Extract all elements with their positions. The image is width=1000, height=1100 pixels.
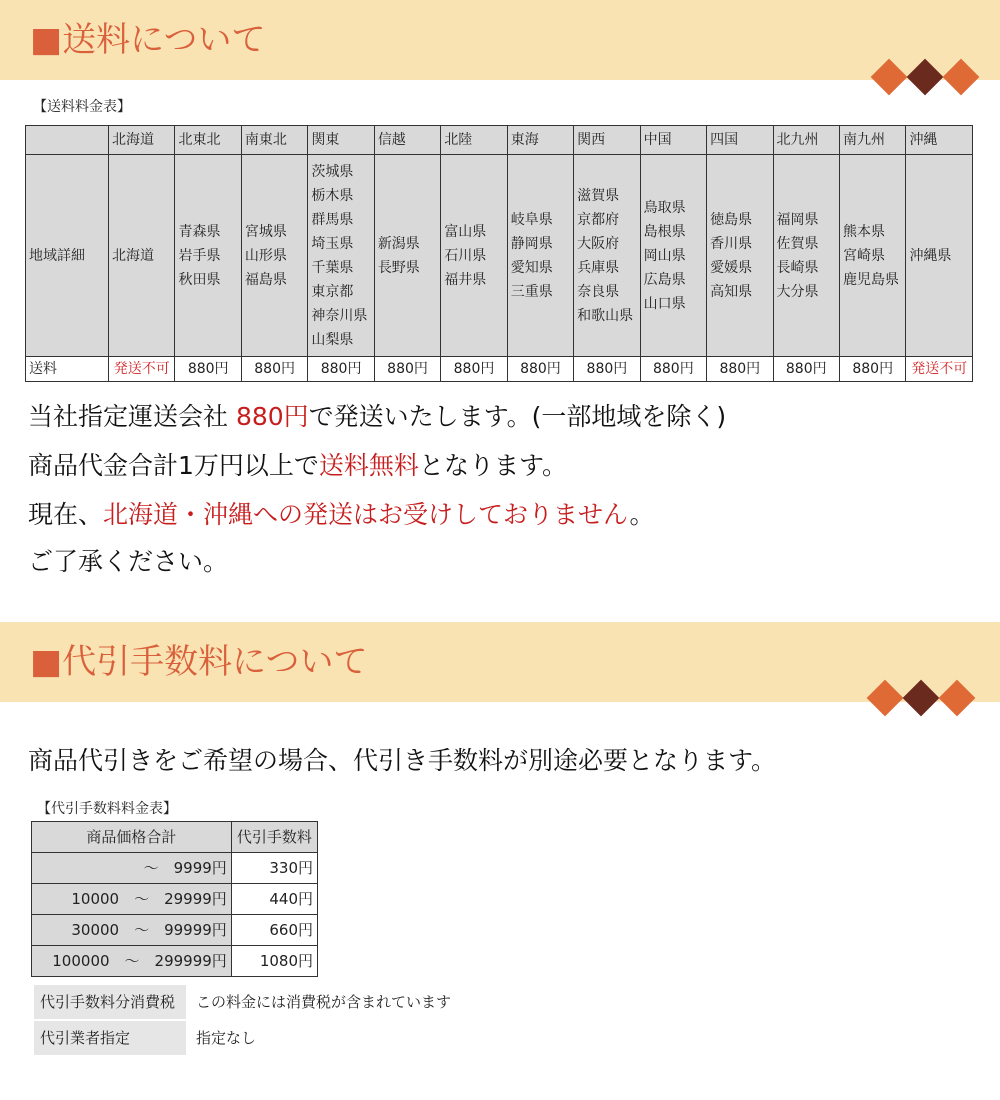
prefecture-name: 熊本県 — [842, 223, 885, 240]
table-row — [32, 915, 317, 945]
prefecture-name: 東京都 — [311, 283, 354, 300]
prefecture-name: 福島県 — [244, 271, 287, 288]
cod-title: ■代引手数料について — [30, 642, 368, 682]
region-header-cell: 北東北 — [175, 126, 240, 154]
prefecture-name: 北海道 — [112, 247, 154, 264]
region-header-cell: 関西 — [574, 126, 639, 154]
region-fee-cell: 発送不可 — [109, 357, 174, 381]
prefecture-name: 京都府 — [577, 211, 620, 228]
region-detail-cell — [707, 155, 772, 356]
prefecture-name: 埼玉県 — [311, 235, 354, 252]
table-row — [32, 884, 317, 914]
prefecture-name: 和歌山県 — [577, 307, 634, 324]
price-range-cell: ～ 9999円 — [32, 853, 231, 883]
region-fee-cell: 880円 — [840, 357, 905, 381]
prefecture-name: 沖縄県 — [909, 247, 952, 264]
region-fee-cell: 880円 — [242, 357, 307, 381]
price-range-cell: 10000 ～ 29999円 — [32, 884, 231, 914]
prefecture-name: 徳島県 — [710, 211, 753, 228]
prefecture-name: 青森県 — [178, 223, 221, 240]
region-header-cell: 中国 — [641, 126, 706, 154]
detail-label-cell: 地域詳細 — [26, 155, 108, 356]
region-fee-cell: 880円 — [707, 357, 772, 381]
shipping-fee-table — [25, 125, 973, 382]
prefecture-name: 長野県 — [377, 259, 420, 276]
region-header-cell: 四国 — [707, 126, 772, 154]
prefecture-name: 群馬県 — [311, 211, 354, 228]
prefecture-name: 大分県 — [776, 283, 819, 300]
region-detail-cell — [441, 155, 506, 356]
prefecture-name: 新潟県 — [377, 235, 420, 252]
shipping-table-caption: 【送料料金表】 — [33, 99, 131, 115]
diamond-orange-icon — [943, 59, 980, 96]
diamond-brown-icon — [903, 680, 940, 717]
prefecture-name: 奈良県 — [577, 283, 620, 300]
region-header-cell: 南東北 — [242, 126, 307, 154]
shipping-line-4: ご了承ください。 — [28, 547, 229, 576]
cod-banner — [0, 622, 1000, 702]
cod-intro: 商品代引きをご希望の場合、代引き手数料が別途必要となります。 — [28, 746, 777, 775]
diamond-orange-icon — [871, 59, 908, 96]
region-detail-cell — [508, 155, 573, 356]
prefecture-name: 鳥取県 — [643, 199, 686, 216]
shipping-title: ■送料について — [30, 20, 266, 60]
region-fee-cell: 880円 — [774, 357, 839, 381]
region-detail-cell — [906, 155, 972, 356]
region-detail-cell — [641, 155, 706, 356]
region-detail-cell — [375, 155, 440, 356]
prefecture-name: 茨城県 — [311, 163, 354, 180]
prefecture-name: 栃木県 — [311, 187, 354, 204]
shipping-line-1: 当社指定運送会社 880円で発送いたします。(一部地域を除く) — [28, 402, 727, 431]
region-detail-cell — [308, 155, 373, 356]
prefecture-name: 福井県 — [444, 271, 487, 288]
table-row — [32, 946, 317, 976]
prefecture-name: 岩手県 — [178, 247, 221, 264]
cod-header-range: 商品価格合計 — [32, 822, 231, 852]
region-fee-cell: 880円 — [308, 357, 373, 381]
prefecture-name: 岡山県 — [643, 247, 686, 264]
region-header-cell: 沖縄 — [906, 126, 972, 154]
diamond-orange-icon — [867, 680, 904, 717]
region-header-cell: 南九州 — [840, 126, 905, 154]
prefecture-name: 宮城県 — [244, 223, 287, 240]
region-header-cell: 北陸 — [441, 126, 506, 154]
price-range-cell: 30000 ～ 99999円 — [32, 915, 231, 945]
region-fee-cell: 880円 — [175, 357, 240, 381]
prefecture-name: 山口県 — [643, 295, 686, 312]
prefecture-name: 島根県 — [643, 223, 686, 240]
prefecture-name: 高知県 — [710, 283, 753, 300]
prefecture-name: 兵庫県 — [577, 259, 620, 276]
prefecture-name: 広島県 — [643, 271, 686, 288]
prefecture-name: 宮崎県 — [842, 247, 885, 264]
region-fee-cell: 880円 — [441, 357, 506, 381]
region-fee-cell: 880円 — [508, 357, 573, 381]
prefecture-name: 長崎県 — [776, 259, 819, 276]
prefecture-name: 佐賀県 — [776, 235, 819, 252]
title-square-icon: ■ — [30, 642, 63, 682]
prefecture-name: 富山県 — [444, 223, 487, 240]
region-detail-cell — [574, 155, 639, 356]
diamond-orange-icon — [939, 680, 976, 717]
region-header-cell: 北九州 — [774, 126, 839, 154]
tax-value: この料金には消費税が含まれています — [196, 993, 452, 1011]
header-blank-cell — [26, 126, 108, 154]
cod-header-fee: 代引手数料 — [232, 822, 317, 852]
prefecture-name: 秋田県 — [178, 271, 221, 288]
cod-fee-table — [31, 821, 318, 977]
diamond-brown-icon — [907, 59, 944, 96]
no-shipping-highlight: 北海道・沖縄への発送はお受けしておりません — [103, 500, 630, 529]
region-fee-cell: 880円 — [375, 357, 440, 381]
diamond-ornament — [866, 685, 976, 725]
cod-fee-cell: 330円 — [232, 853, 317, 883]
prefecture-name: 滋賀県 — [577, 187, 620, 204]
region-detail-cell — [840, 155, 905, 356]
fee-label-cell: 送料 — [26, 357, 108, 381]
region-header-cell: 東海 — [508, 126, 573, 154]
region-detail-cell — [109, 155, 174, 356]
prefecture-name: 福岡県 — [776, 211, 819, 228]
free-shipping-highlight: 送料無料 — [318, 451, 419, 480]
prefecture-name: 千葉県 — [311, 259, 354, 276]
prefecture-name: 岐阜県 — [510, 211, 553, 228]
cod-fee-cell: 1080円 — [232, 946, 317, 976]
region-detail-cell — [774, 155, 839, 356]
prefecture-name: 神奈川県 — [311, 307, 368, 324]
shipping-banner — [0, 0, 1000, 80]
prefecture-name: 愛知県 — [510, 259, 553, 276]
title-square-icon: ■ — [30, 20, 63, 60]
cod-table-caption: 【代引手数料料金表】 — [37, 801, 177, 817]
region-fee-cell: 880円 — [574, 357, 639, 381]
prefecture-name: 山形県 — [244, 247, 287, 264]
region-header-cell: 関東 — [308, 126, 373, 154]
region-detail-cell — [242, 155, 307, 356]
cod-fee-cell: 440円 — [232, 884, 317, 914]
shipping-line-3: 現在、北海道・沖縄への発送はお受けしておりません。 — [28, 500, 655, 529]
region-fee-cell: 880円 — [641, 357, 706, 381]
region-detail-cell — [175, 155, 240, 356]
prefecture-name: 大阪府 — [577, 235, 620, 252]
region-fee-cell: 発送不可 — [906, 357, 972, 381]
prefecture-name: 鹿児島県 — [842, 271, 899, 288]
tax-label: 代引手数料分消費税 — [34, 985, 186, 1019]
prefecture-name: 静岡県 — [510, 235, 553, 252]
price-range-cell: 100000 ～ 299999円 — [32, 946, 231, 976]
shipping-line-2: 商品代金合計1万円以上で送料無料となります。 — [28, 451, 567, 480]
prefecture-name: 愛媛県 — [710, 259, 753, 276]
region-header-cell: 北海道 — [109, 126, 174, 154]
cod-fee-cell: 660円 — [232, 915, 317, 945]
carrier-value: 指定なし — [196, 1029, 257, 1047]
prefecture-name: 香川県 — [710, 235, 753, 252]
prefecture-name: 石川県 — [444, 247, 487, 264]
table-row — [32, 853, 317, 883]
carrier-label: 代引業者指定 — [34, 1021, 186, 1055]
region-header-cell: 信越 — [375, 126, 440, 154]
diamond-ornament — [870, 64, 980, 104]
price-highlight: 880円 — [235, 402, 309, 431]
prefecture-name: 三重県 — [510, 283, 553, 300]
prefecture-name: 山梨県 — [311, 331, 354, 348]
